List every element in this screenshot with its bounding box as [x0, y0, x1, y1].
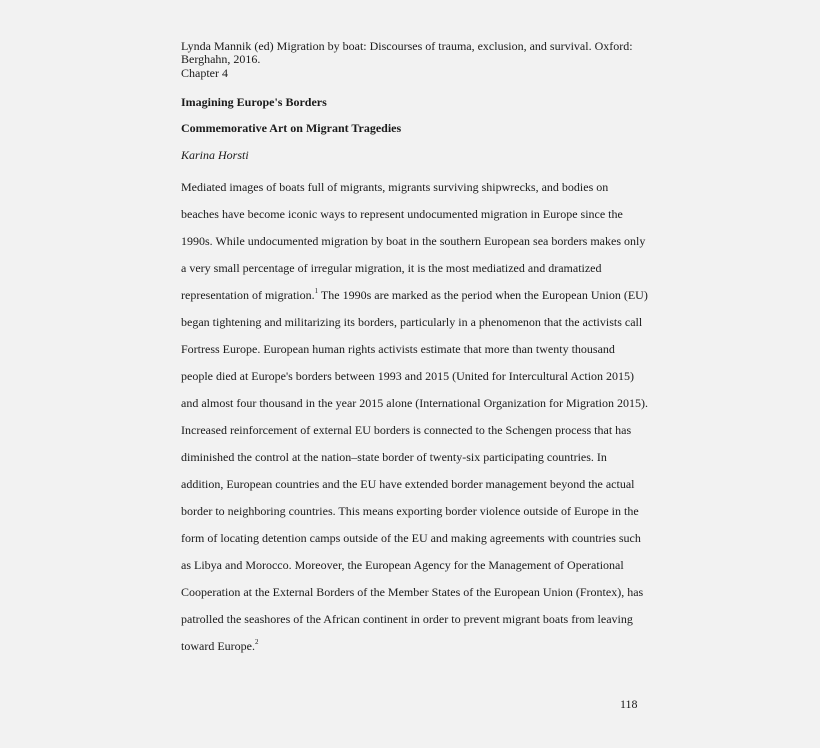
chapter-label: Chapter 4 [181, 66, 228, 80]
body-paragraph [181, 174, 648, 660]
body-line: Cooperation at the External Borders of the Member States of the European Union (Frontex), has [181, 585, 644, 599]
body-line: patrolled the seashores of the African continent in order to prevent migrant boats from leaving [181, 612, 633, 626]
body-line-start: representation of migration. [181, 288, 315, 302]
body-line: addition, European countries and the EU have extended border management beyond the actual [181, 477, 635, 491]
body-line-text: toward Europe. [181, 639, 255, 653]
body-line: Mediated images of boats full of migrants, migrants surviving shipwrecks, and bodies on [181, 180, 609, 194]
body-line: form of locating detention camps outside of the EU and making agreements with countries such [181, 531, 641, 545]
chapter-title: Imagining Europe's Borders [181, 95, 327, 109]
body-line: as Libya and Morocco. Moreover, the European Agency for the Management of Operational [181, 558, 624, 572]
chapter-subtitle: Commemorative Art on Migrant Tragedies [181, 121, 402, 135]
body-line-with-footnote [181, 282, 648, 309]
body-line: Fortress Europe. European human rights activists estimate that more than twenty thousand [181, 342, 615, 356]
body-line: began tightening and militarizing its borders, particularly in a phenomenon that the activists call [181, 315, 643, 329]
footnote-marker: 2 [254, 638, 259, 646]
body-line: a very small percentage of irregular migration, it is the most mediatized and dramatized [181, 261, 602, 275]
author-name: Karina Horsti [181, 148, 249, 162]
body-line: border to neighboring countries. This means exporting border violence outside of Europe in the [181, 504, 639, 518]
body-line-with-footnote [181, 633, 643, 660]
body-line: and almost four thousand in the year 2015 alone (International Organization for Migration 2015). [181, 396, 648, 410]
body-line: people died at Europe's borders between 1993 and 2015 (United for Intercultural Action 2015) [181, 369, 635, 383]
body-line: beaches have become iconic ways to represent undocumented migration in Europe since the [181, 207, 623, 221]
body-line-rest: The 1990s are marked as the period when the European Union (EU) [320, 288, 648, 302]
citation: Lynda Mannik (ed) Migration by boat: Discourses of trauma, exclusion, and survival. Oxford: Berghahn, 2016. [181, 39, 633, 66]
body-line: diminished the control at the nation–state border of twenty-six participating countries. In [181, 450, 607, 464]
footnote-marker: 1 [314, 287, 319, 295]
page-number: 118 [620, 697, 638, 711]
body-line: 1990s. While undocumented migration by boat in the southern European sea borders makes only [181, 234, 646, 248]
body-line: Increased reinforcement of external EU borders is connected to the Schengen process that has [181, 423, 632, 437]
